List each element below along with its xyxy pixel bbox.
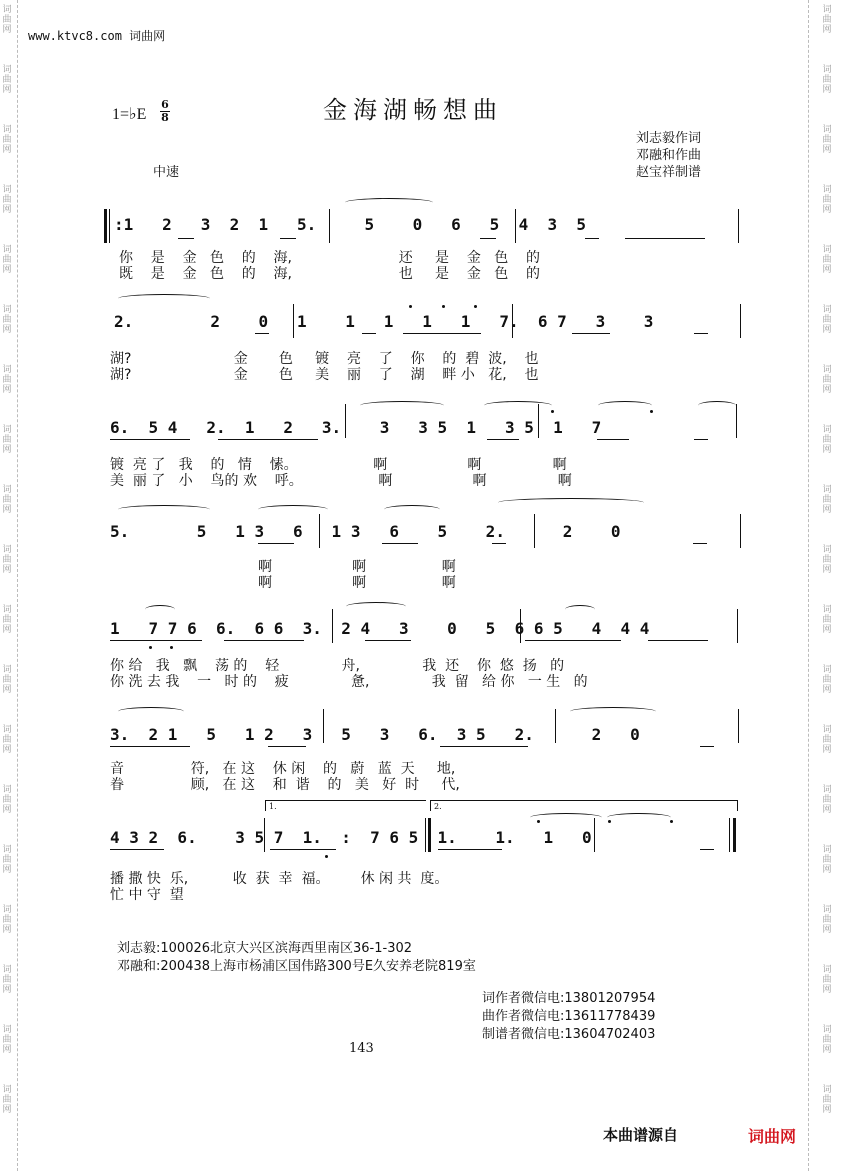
side-watermark: 词 曲 网 [2, 725, 12, 755]
side-watermark: 词 曲 网 [2, 965, 12, 995]
wechat-contacts [482, 990, 655, 1044]
side-watermark: 词 曲 网 [2, 485, 12, 515]
song-title: 金海湖畅想曲 [323, 96, 503, 124]
lyrics-verse-1: 你 是 金 色 的 海, 还 是 金 色 的 [119, 250, 541, 266]
transcriber-credit: 赵宝祥制谱 [636, 165, 702, 180]
side-watermark: 词 曲 网 [822, 965, 832, 995]
side-watermark: 词 曲 网 [822, 665, 832, 695]
lyricist-wechat: 词作者微信电:13801207954 [482, 991, 656, 1006]
side-watermark: 词 曲 网 [2, 245, 12, 275]
brand-logo[interactable]: 词曲网 [748, 1127, 797, 1146]
source-label: 本曲谱源自 [603, 1126, 679, 1144]
composer-wechat: 曲作者微信电:13611778439 [482, 1009, 656, 1024]
side-watermark: 词 曲 网 [822, 5, 832, 35]
composer-credit: 邓融和作曲 [636, 148, 702, 163]
side-watermark: 词 曲 网 [2, 605, 12, 635]
side-watermark: 词 曲 网 [2, 65, 12, 95]
meter-bottom: 8 [161, 111, 169, 124]
first-ending: 1. [265, 800, 426, 811]
side-watermark: 词 曲 网 [822, 65, 832, 95]
side-watermark: 词 曲 网 [822, 485, 832, 515]
side-watermark: 词 曲 网 [2, 425, 12, 455]
meter-top: 6 [161, 98, 169, 111]
side-watermark: 词 曲 网 [822, 845, 832, 875]
notes-row: :1 2 3 2 1 5. 5 0 6 5 4 3 5 [114, 215, 587, 234]
side-watermark: 词 曲 网 [2, 785, 12, 815]
side-watermark: 词 曲 网 [2, 665, 12, 695]
time-signature [160, 99, 170, 124]
side-watermark: 词 曲 网 [822, 1025, 832, 1055]
side-watermark: 词 曲 网 [2, 845, 12, 875]
side-watermark: 词 曲 网 [822, 305, 832, 335]
side-watermark: 词 曲 网 [822, 725, 832, 755]
side-watermark: 词 曲 网 [2, 305, 12, 335]
side-watermark: 词 曲 网 [822, 425, 832, 455]
side-watermark: 词 曲 网 [822, 785, 832, 815]
lyricist-address: 刘志毅:100026北京大兴区滨海西里南区36-1-302 [117, 941, 413, 956]
side-watermark: 词 曲 网 [822, 185, 832, 215]
tempo-marking: 中速 [153, 165, 180, 180]
page-number: 143 [349, 1041, 374, 1056]
side-watermark: 词 曲 网 [2, 545, 12, 575]
composer-address: 邓融和:200438上海市杨浦区国伟路300号E久安养老院819室 [117, 959, 476, 974]
second-ending: 2. [430, 800, 738, 811]
side-watermark: 词 曲 网 [2, 1025, 12, 1055]
right-margin-line [808, 0, 817, 1171]
side-watermark: 词 曲 网 [822, 605, 832, 635]
side-watermark: 词 曲 网 [2, 365, 12, 395]
credits [636, 130, 701, 181]
side-watermark: 词 曲 网 [2, 185, 12, 215]
side-watermark: 词 曲 网 [822, 905, 832, 935]
side-watermark: 词 曲 网 [822, 245, 832, 275]
addresses [117, 940, 476, 976]
side-watermark: 词 曲 网 [822, 125, 832, 155]
side-watermark: 词 曲 网 [822, 365, 832, 395]
lyricist-credit: 刘志毅作词 [636, 131, 702, 146]
key-signature: 1=♭E [112, 106, 147, 123]
side-watermark: 词 曲 网 [2, 1085, 12, 1115]
side-watermark: 词 曲 网 [2, 125, 12, 155]
site-url[interactable]: www.ktvc8.com 词曲网 [28, 29, 166, 43]
left-margin-line [17, 0, 26, 1171]
side-watermark: 词 曲 网 [2, 5, 12, 35]
lyrics-verse-2: 既 是 金 色 的 海, 也 是 金 色 的 [119, 266, 541, 282]
side-watermark: 词 曲 网 [2, 905, 12, 935]
side-watermark: 词 曲 网 [822, 545, 832, 575]
transcriber-wechat: 制谱者微信电:13604702403 [482, 1027, 656, 1042]
side-watermark: 词 曲 网 [822, 1085, 832, 1115]
